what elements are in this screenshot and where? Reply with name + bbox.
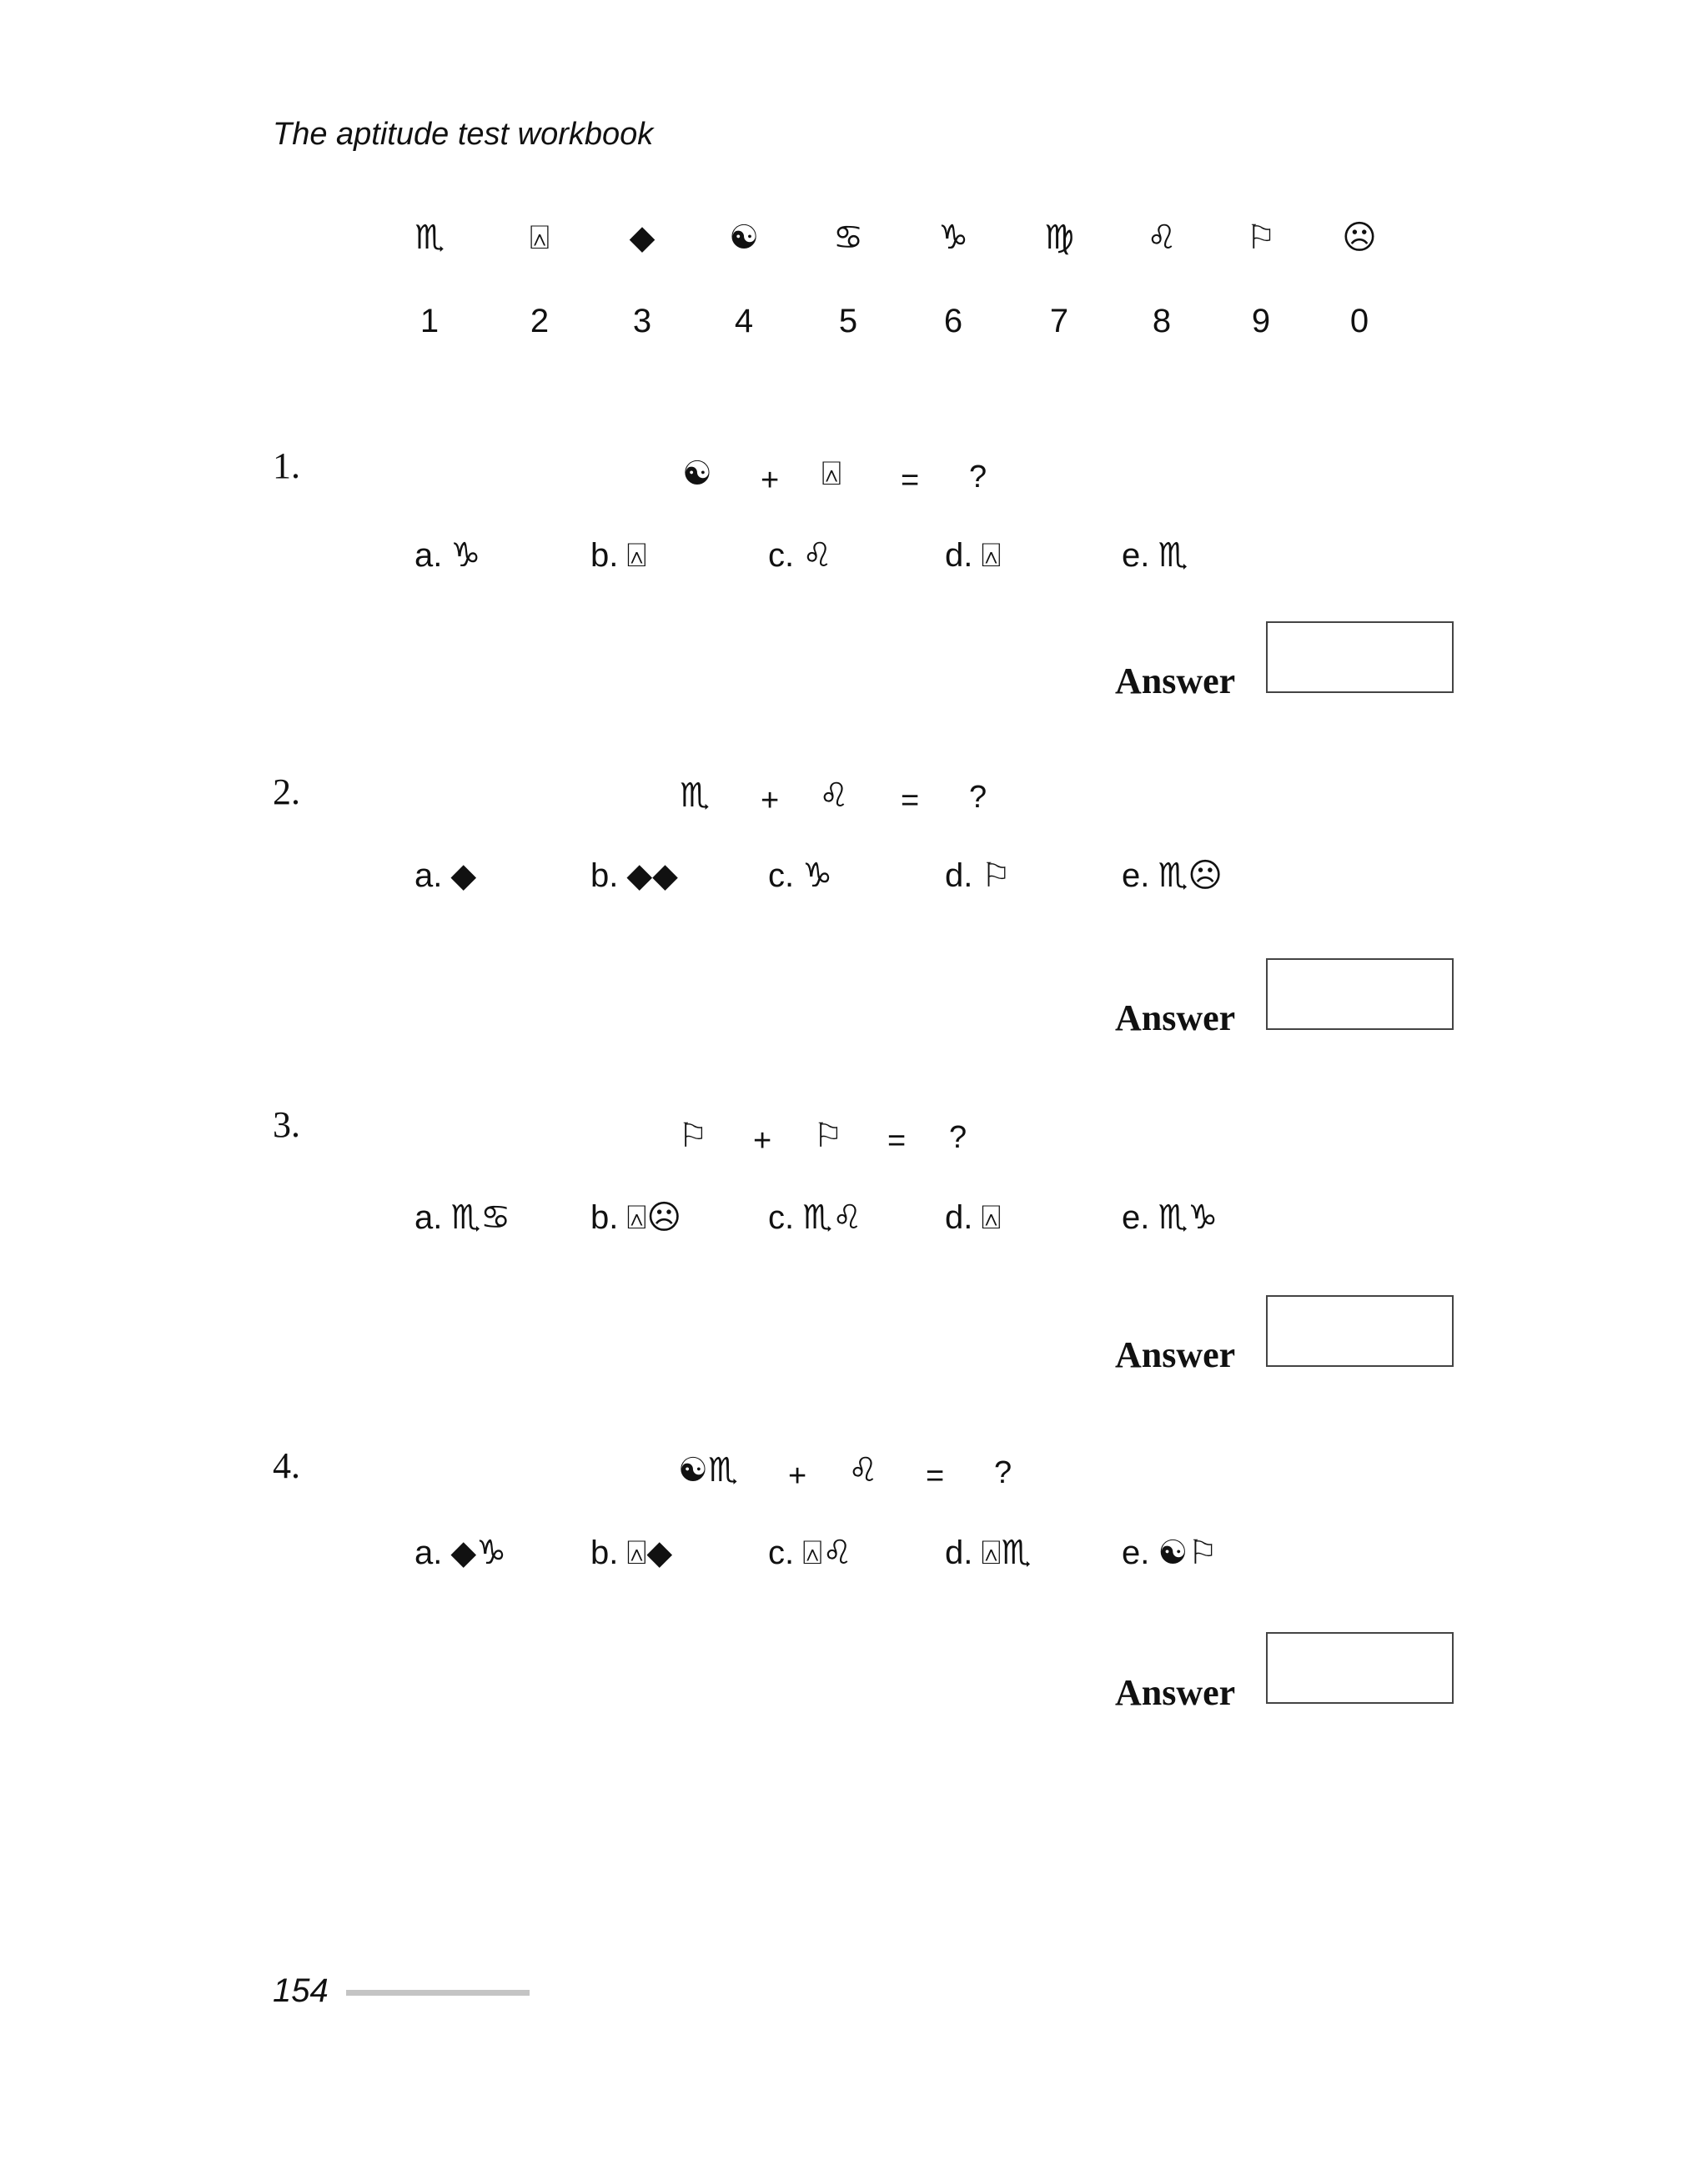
equation-equals: = — [901, 783, 920, 818]
option-symbols: ♌ — [802, 536, 832, 575]
answer-option-b[interactable] — [590, 530, 646, 580]
option-letter: c. — [768, 1535, 795, 1571]
equation-result: ? — [969, 780, 987, 815]
equation-equals: = — [926, 1459, 945, 1494]
answer-box[interactable] — [1266, 621, 1454, 693]
key-symbol: ⍓ — [530, 219, 550, 257]
equation-left: ⚐ — [678, 1117, 708, 1155]
question-number: 3. — [273, 1104, 300, 1145]
key-symbol: ☹ — [1342, 219, 1377, 257]
answer-option-b[interactable] — [590, 1528, 672, 1578]
answer-option-e[interactable] — [1122, 851, 1223, 901]
option-letter: d. — [945, 1535, 973, 1571]
key-digit: 8 — [1152, 303, 1172, 339]
equation-result: ? — [994, 1455, 1012, 1490]
key-symbol: ♏ — [414, 219, 445, 257]
option-symbols: ♏♋ — [450, 1198, 511, 1237]
option-letter: d. — [945, 857, 973, 894]
option-symbols: ♏☹ — [1158, 856, 1223, 895]
option-symbols: ♑ — [450, 536, 481, 575]
option-letter: e. — [1122, 1535, 1150, 1571]
answer-box[interactable] — [1266, 1632, 1454, 1704]
answer-option-d[interactable] — [945, 1528, 1031, 1578]
key-digit: 7 — [1049, 303, 1069, 339]
equation-result: ? — [949, 1120, 967, 1155]
key-digit: 6 — [943, 303, 963, 339]
option-letter: e. — [1122, 1199, 1150, 1236]
key-digit: 0 — [1349, 303, 1369, 339]
option-letter: e. — [1122, 857, 1150, 894]
answer-option-e[interactable] — [1122, 530, 1188, 580]
answer-option-c[interactable] — [768, 1193, 862, 1243]
key-digit: 3 — [632, 303, 652, 339]
option-letter: c. — [768, 857, 795, 894]
key-digits-row — [0, 296, 1708, 346]
answer-option-c[interactable] — [768, 1528, 852, 1578]
key-digit: 5 — [838, 303, 858, 339]
equation-right: ♌ — [819, 776, 849, 815]
answer-option-a[interactable] — [414, 1193, 510, 1243]
option-symbols: ⍓◆ — [626, 1534, 673, 1572]
option-letter: c. — [768, 537, 795, 574]
option-letter: b. — [590, 857, 619, 894]
option-letter: b. — [590, 1199, 619, 1236]
answer-option-e[interactable] — [1122, 1528, 1218, 1578]
option-symbols: ⚐ — [981, 856, 1012, 895]
equation-equals: = — [901, 463, 920, 498]
key-digit: 9 — [1251, 303, 1271, 339]
answer-option-c[interactable] — [768, 851, 832, 901]
folio-rule — [346, 1990, 530, 1996]
option-symbols: ⍓ — [981, 1198, 1002, 1237]
equation-right: ♌ — [848, 1451, 878, 1489]
answer-option-a[interactable] — [414, 851, 476, 901]
key-symbol: ♋ — [833, 219, 863, 257]
option-letter: b. — [590, 537, 619, 574]
option-symbols: ⍓♌ — [802, 1534, 852, 1572]
option-symbols: ⍓☹ — [626, 1198, 682, 1237]
answer-box[interactable] — [1266, 1295, 1454, 1367]
answer-option-d[interactable] — [945, 530, 1001, 580]
equation-right: ⚐ — [813, 1117, 843, 1155]
option-letter: d. — [945, 1199, 973, 1236]
option-letter: a. — [414, 857, 443, 894]
option-letter: a. — [414, 1535, 443, 1571]
option-letter: c. — [768, 1199, 795, 1236]
equation-left: ☯♏ — [678, 1451, 738, 1489]
option-symbols: ♑ — [802, 856, 832, 895]
page-number: 154 — [273, 1972, 329, 2009]
answer-option-e[interactable] — [1122, 1193, 1218, 1243]
answer-option-b[interactable] — [590, 1193, 681, 1243]
answer-option-a[interactable] — [414, 530, 480, 580]
answer-option-b[interactable] — [590, 851, 678, 901]
equation-left: ☯ — [682, 455, 712, 493]
option-symbols: ♏ — [1158, 536, 1188, 575]
answer-option-a[interactable] — [414, 1528, 506, 1578]
key-symbol: ♑ — [938, 219, 968, 257]
option-letter: e. — [1122, 537, 1150, 574]
equation-plus: + — [761, 783, 780, 818]
answer-option-d[interactable] — [945, 851, 1011, 901]
equation-plus: + — [761, 463, 780, 498]
key-symbol: ⚐ — [1246, 219, 1276, 257]
answer-label: Answer — [1115, 997, 1236, 1038]
answer-option-c[interactable] — [768, 530, 832, 580]
option-letter: d. — [945, 537, 973, 574]
option-symbols: ◆ — [450, 856, 477, 895]
key-symbol: ◆ — [629, 219, 656, 257]
option-symbols: ⍓♏ — [981, 1534, 1032, 1572]
key-digit: 1 — [419, 303, 440, 339]
answer-box[interactable] — [1266, 958, 1454, 1030]
key-digit: 2 — [530, 303, 550, 339]
running-head: The aptitude test workbook — [273, 117, 654, 152]
question-number: 1. — [273, 445, 300, 486]
equation-left: ♏ — [680, 776, 710, 815]
question-number: 2. — [273, 771, 300, 812]
option-letter: a. — [414, 1199, 443, 1236]
option-letter: a. — [414, 537, 443, 574]
key-symbols-row — [0, 213, 1708, 263]
option-letter: b. — [590, 1535, 619, 1571]
equation-plus: + — [788, 1459, 807, 1494]
equation-result: ? — [969, 460, 987, 495]
equation-equals: = — [887, 1123, 907, 1158]
option-symbols: ◆◆ — [626, 856, 678, 895]
answer-label: Answer — [1115, 661, 1236, 701]
option-symbols: ♏♑ — [1158, 1198, 1218, 1237]
key-symbol: ♌ — [1147, 219, 1177, 257]
answer-label: Answer — [1115, 1672, 1236, 1713]
answer-label: Answer — [1115, 1334, 1236, 1375]
key-digit: 4 — [734, 303, 754, 339]
option-symbols: ⍓ — [626, 536, 647, 575]
option-symbols: ◆♑ — [450, 1534, 506, 1572]
question-number: 4. — [273, 1445, 300, 1486]
option-symbols: ♏♌ — [802, 1198, 862, 1237]
key-symbol: ☯ — [729, 219, 759, 257]
option-symbols: ☯⚐ — [1158, 1534, 1218, 1572]
equation-right: ⍓ — [821, 455, 841, 493]
equation-plus: + — [753, 1123, 772, 1158]
key-symbol: ♍ — [1044, 219, 1074, 257]
option-symbols: ⍓ — [981, 536, 1002, 575]
answer-option-d[interactable] — [945, 1193, 1001, 1243]
